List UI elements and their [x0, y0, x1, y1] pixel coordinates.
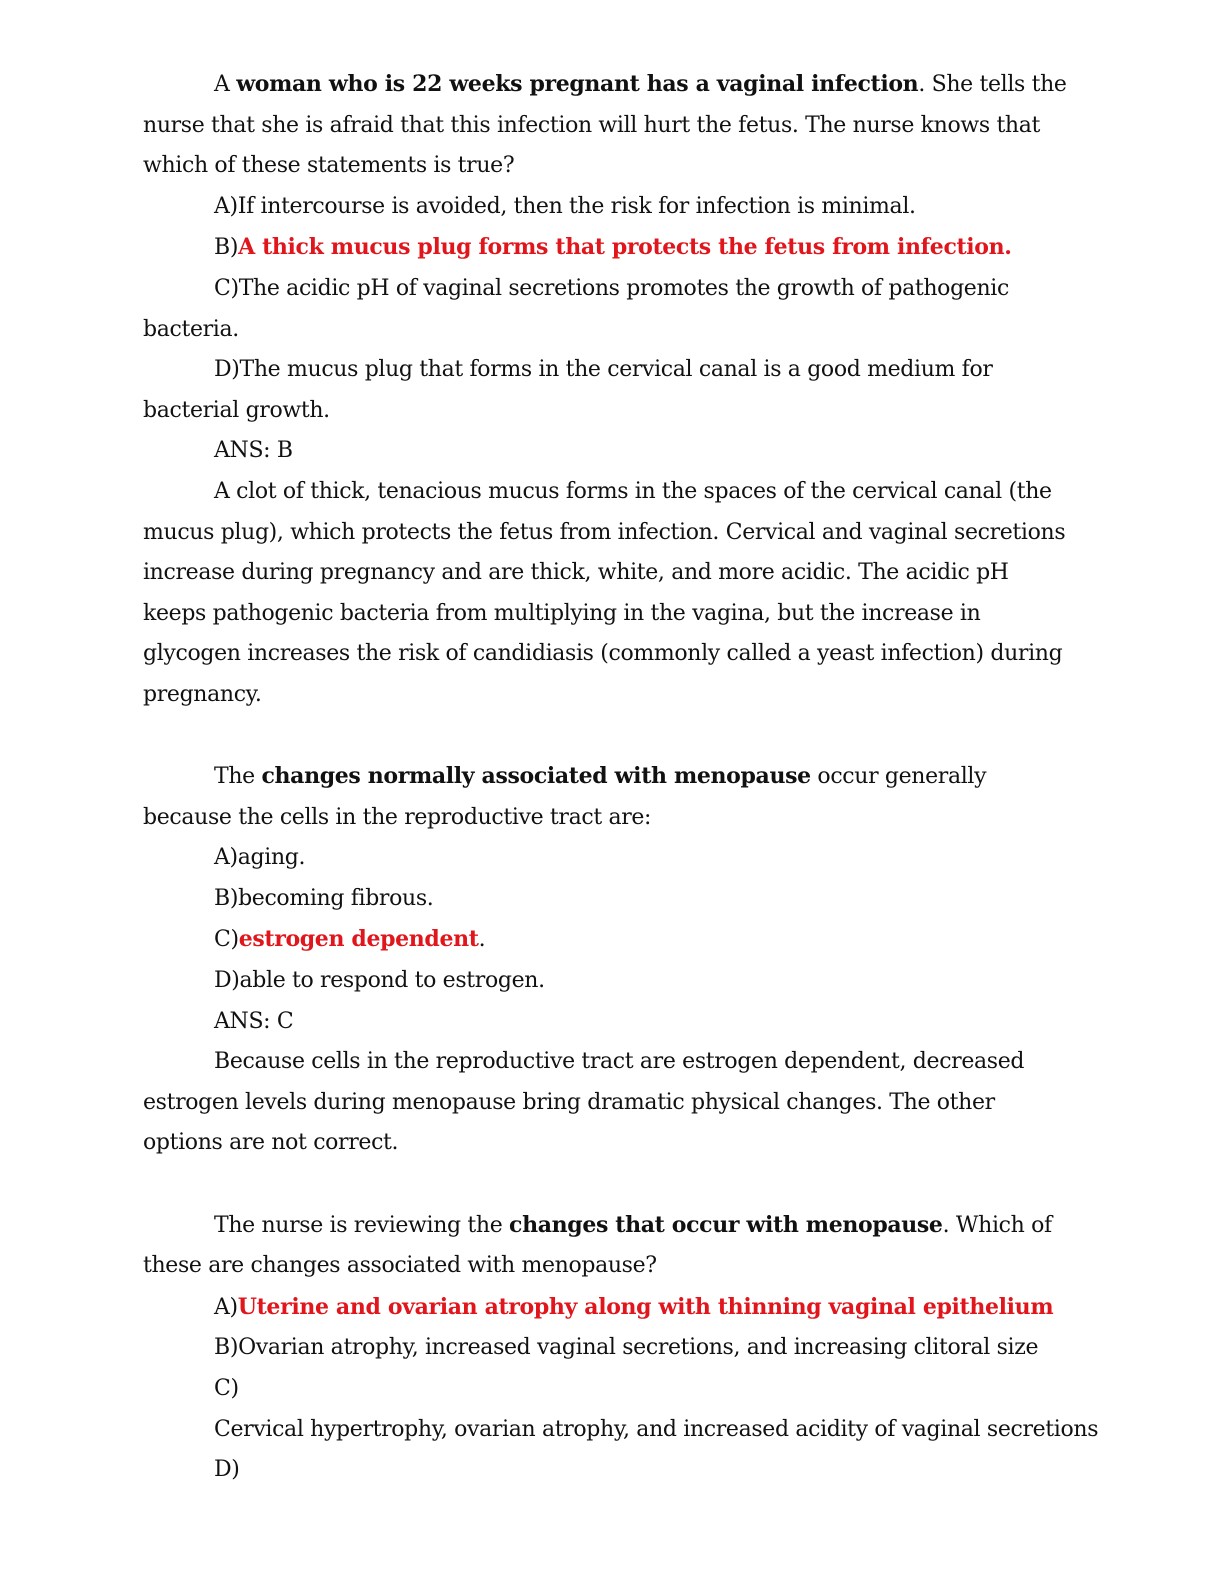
question-2-option-a: A)aging. [214, 845, 306, 871]
question-1-stem: A woman who is 22 weeks pregnant has a vaginal infection. She tells the nurse that she is afraid that this infection will hurt the fetus. The nurse knows that which of these statements is true? [143, 71, 1067, 179]
correct-answer-highlight: A thick mucus plug forms that protects the fetus from infection. [238, 234, 1012, 261]
question-3-option-b: B)Ovarian atrophy, increased vaginal secretions, and increasing clitoral size [214, 1335, 1039, 1361]
question-3-option-c-text: Cervical hypertrophy, ovarian atrophy, and increased acidity of vaginal secretions [214, 1416, 1099, 1442]
question-2-stem: The changes normally associated with menopause occur generally because the cells in the reproductive tract are: [143, 763, 987, 830]
spacer [143, 1164, 1068, 1205]
question-2-option-c: C)estrogen dependent. [214, 926, 486, 953]
correct-answer-highlight: Uterine and ovarian atrophy along with thinning vaginal epithelium [237, 1293, 1054, 1320]
spacer [143, 716, 1068, 757]
correct-answer-highlight: estrogen dependent [238, 926, 479, 953]
question-2-option-b: B)becoming fibrous. [214, 885, 434, 911]
question-2-rationale: Because cells in the reproductive tract are estrogen dependent, decreased estrogen levels during menopause bring dramatic physical changes. The other options are not correct. [143, 1049, 1025, 1156]
document-page [143, 64, 1099, 1491]
question-1-answer: ANS: B [214, 438, 293, 464]
question-2-option-d: D)able to respond to estrogen. [214, 968, 545, 994]
question-1-option-b: B)A thick mucus plug forms that protects the fetus from infection. [214, 234, 1012, 261]
question-1-option-c: C)The acidic pH of vaginal secretions promotes the growth of pathogenic bacteria. [143, 275, 1009, 342]
question-3-stem: The nurse is reviewing the changes that occur with menopause. Which of these are changes associated with menopause? [143, 1211, 1052, 1279]
question-1-rationale: A clot of thick, tenacious mucus forms in the spaces of the cervical canal (the mucus plug), which protects the fetus from infection. Cervical and vaginal secretions increase during pregnancy and are thick, white, and more acidic. The acidic pH keeps pathogenic bacteria from multiplying in the vagina, but the increase in glycogen increases the risk of candidiasis (commonly called a yeast infection) during pregnancy. [143, 478, 1066, 707]
question-3-option-a: A)Uterine and ovarian atrophy along with thinning vaginal epithelium [214, 1293, 1054, 1320]
question-1-option-a: A)If intercourse is avoided, then the risk for infection is minimal. [214, 193, 916, 219]
question-3-option-c-letter: C) [214, 1376, 239, 1401]
question-2-answer: ANS: C [214, 1008, 294, 1034]
question-3-option-d-letter: D) [214, 1457, 240, 1483]
question-1-option-d: D)The mucus plug that forms in the cervical canal is a good medium for bacterial growth. [143, 357, 993, 423]
